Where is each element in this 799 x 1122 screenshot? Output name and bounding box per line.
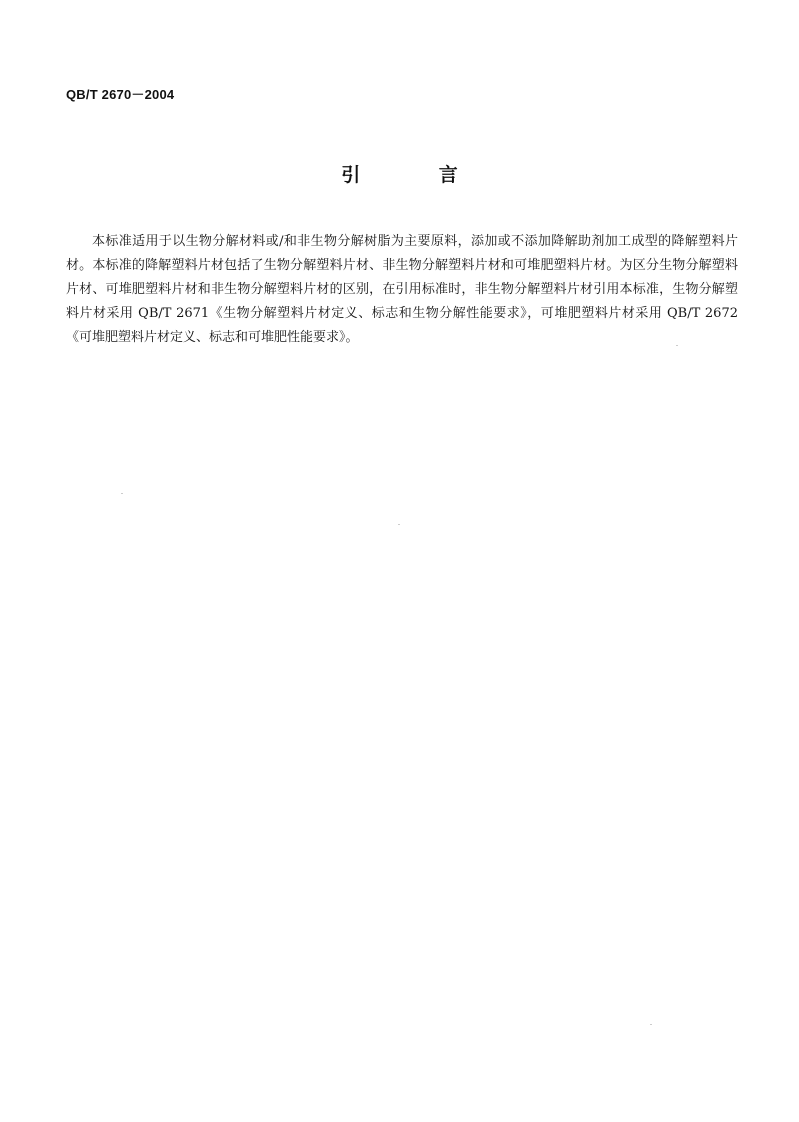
introduction-body bbox=[66, 230, 738, 350]
standard-number: QB/T 2670－2004 bbox=[66, 87, 175, 102]
scan-speck bbox=[398, 524, 400, 525]
scan-speck bbox=[676, 345, 678, 346]
section-title: 引 言 bbox=[341, 164, 494, 186]
scan-speck bbox=[121, 493, 123, 494]
introduction-paragraph: 本标准适用于以生物分解材料或/和非生物分解树脂为主要原料，添加或不添加降解助剂加工成型的降解塑料片材。本标准的降解塑料片材包括了生物分解塑料片材、非生物分解塑料片材和可堆肥塑料片材。为区分生物分解塑料片材、可堆肥塑料片材和非生物分解塑料片材的区别，在引用标准时，非生物分解塑料片材引用本标准，生物分解塑料片材采用 QB/T 2671《生物分解塑料片材定义、标志和生物分解性能要求》，可堆肥塑料片材采用 QB/T 2672《可堆肥塑料片材定义、标志和可堆肥性能要求》。 bbox=[66, 234, 738, 345]
scan-speck bbox=[650, 1024, 652, 1025]
